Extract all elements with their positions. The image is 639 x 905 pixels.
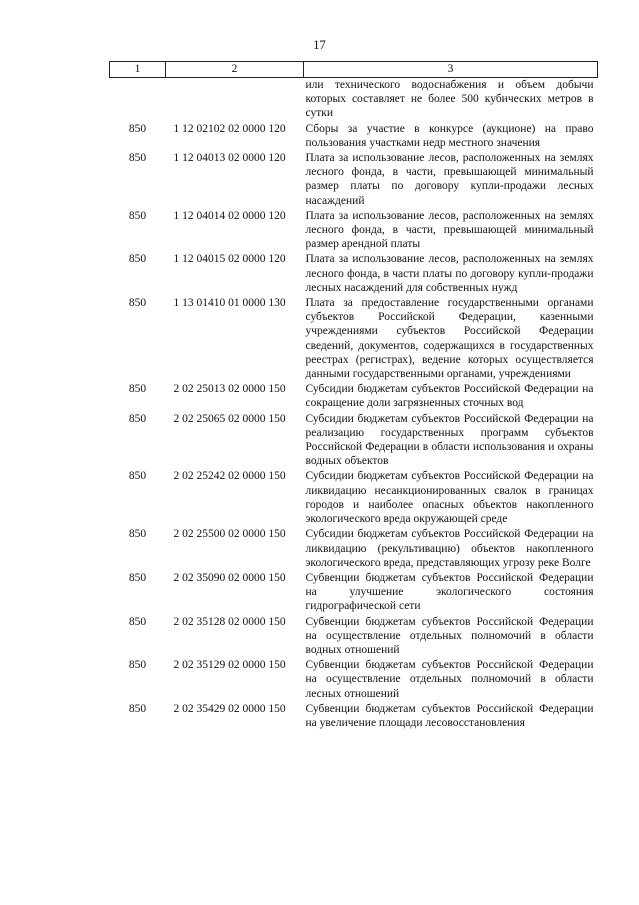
continuation-row: [110, 78, 598, 122]
description-cell: Субсидии бюджетам субъектов Российской Федерации на сокращение доли загрязненных сточных вод: [305, 383, 594, 410]
budget-code-cell: 2 02 25242 02 0000 150: [173, 470, 286, 483]
description-cell: Плата за использование лесов, расположенных на землях лесного фонда, в части, превышающей минимальный размер арендной платы: [305, 209, 594, 251]
budget-code-cell: [166, 78, 304, 122]
admin-code-cell: 850: [128, 659, 147, 672]
budget-code-cell: 1 12 02102 02 0000 120: [173, 122, 286, 135]
budget-code-cell: 2 02 35128 02 0000 150: [173, 615, 286, 628]
description-cell: Плата за использование лесов, расположенных на землях лесного фонда, в части, превышающей минимальный размер платы по договору купли-продажи лесных насаждений: [305, 152, 594, 207]
description-cell: Субвенции бюджетам субъектов Российской Федерации на осуществление отдельных полномочий в области лесных отношений: [305, 659, 594, 700]
admin-code-cell: 850: [128, 702, 147, 715]
admin-code-cell: 850: [128, 470, 147, 483]
admin-code-cell: 850: [128, 297, 147, 310]
table-row: [110, 151, 598, 209]
table-row: [110, 382, 598, 411]
table-row: [110, 702, 598, 731]
budget-code-cell: 2 02 25013 02 0000 150: [173, 383, 286, 396]
admin-code-cell: 850: [128, 412, 147, 425]
page-number: 17: [313, 38, 326, 52]
admin-code-cell: 850: [128, 383, 147, 396]
table-row: [110, 571, 598, 615]
budget-code-cell: 1 12 04014 02 0000 120: [173, 209, 286, 222]
budget-code-cell: 2 02 35429 02 0000 150: [173, 702, 286, 715]
table-row: [110, 527, 598, 571]
description-cell: Субсидии бюджетам субъектов Российской Федерации на ликвидацию (рекультивацию) объектов накопленного экологического вреда, представляющих угрозу реке Волге: [305, 528, 594, 569]
admin-code-cell: [110, 78, 166, 122]
table-header: [110, 62, 598, 78]
description-cell: Субсидии бюджетам субъектов Российской Федерации на реализацию государственных программ субъектов Российской Федерации в области использования и охраны водных объектов: [305, 412, 594, 468]
table-row: [110, 209, 598, 253]
budget-code-cell: 2 02 25065 02 0000 150: [173, 412, 286, 425]
budget-code-cell: 1 12 04015 02 0000 120: [173, 253, 286, 266]
budget-code-cell: 2 02 35090 02 0000 150: [173, 571, 286, 584]
description-cell: Субвенции бюджетам субъектов Российской Федерации на улучшение экологического состояния гидрографической сети: [305, 571, 594, 613]
admin-code-cell: 850: [128, 152, 147, 165]
revenue-classification-table: [109, 61, 598, 731]
table-row: [110, 615, 598, 659]
column-header-1: 1: [110, 62, 166, 78]
table-row: [110, 122, 598, 151]
table-row: [110, 252, 598, 296]
header-row: [110, 62, 598, 78]
admin-code-cell: 850: [128, 528, 147, 541]
admin-code-cell: 850: [128, 122, 147, 135]
table-row: [110, 296, 598, 382]
admin-code-cell: 850: [128, 571, 147, 584]
table-row: [110, 412, 598, 470]
admin-code-cell: 850: [128, 253, 147, 266]
table-row: [110, 658, 598, 702]
description-cell: Сборы за участие в конкурсе (аукционе) на право пользования участками недр местного значения: [305, 122, 594, 149]
budget-code-cell: 1 13 01410 01 0000 130: [173, 297, 286, 310]
admin-code-cell: 850: [128, 209, 147, 222]
description-cell: Субвенции бюджетам субъектов Российской Федерации на осуществление отдельных полномочий в области водных отношений: [305, 615, 594, 656]
budget-code-cell: 2 02 35129 02 0000 150: [173, 659, 286, 672]
description-cell: Субвенции бюджетам субъектов Российской Федерации на увеличение площади лесовосстановления: [305, 702, 594, 729]
admin-code-cell: 850: [128, 615, 147, 628]
table-body: [110, 78, 598, 732]
budget-code-cell: 2 02 25500 02 0000 150: [173, 528, 286, 541]
description-cell: Плата за использование лесов, расположенных на землях лесного фонда, в части платы по договору купли-продажи лесных насаждений для собственных нужд: [305, 253, 594, 294]
budget-code-cell: 1 12 04013 02 0000 120: [173, 152, 286, 165]
column-header-2: 2: [166, 62, 304, 78]
description-cell: Плата за предоставление государственными органами субъектов Российской Федерации, казенными учреждениями субъектов Российской Федерации сведений, документов, содержащихся в государственных реестрах (регистрах), ведение которых осуществляется данными государственными органами, учреждениями: [305, 297, 594, 381]
description-cell: Субсидии бюджетам субъектов Российской Федерации на ликвидацию несанкционированных свалок в границах городов и наиболее опасных объектов накопленного экологического вреда окружающей среде: [305, 470, 594, 526]
column-header-3: 3: [304, 62, 598, 78]
description-cell: или технического водоснабжения и объем добычи которых составляет не более 500 кубических метров в сутки: [305, 79, 594, 120]
table-row: [110, 469, 598, 527]
